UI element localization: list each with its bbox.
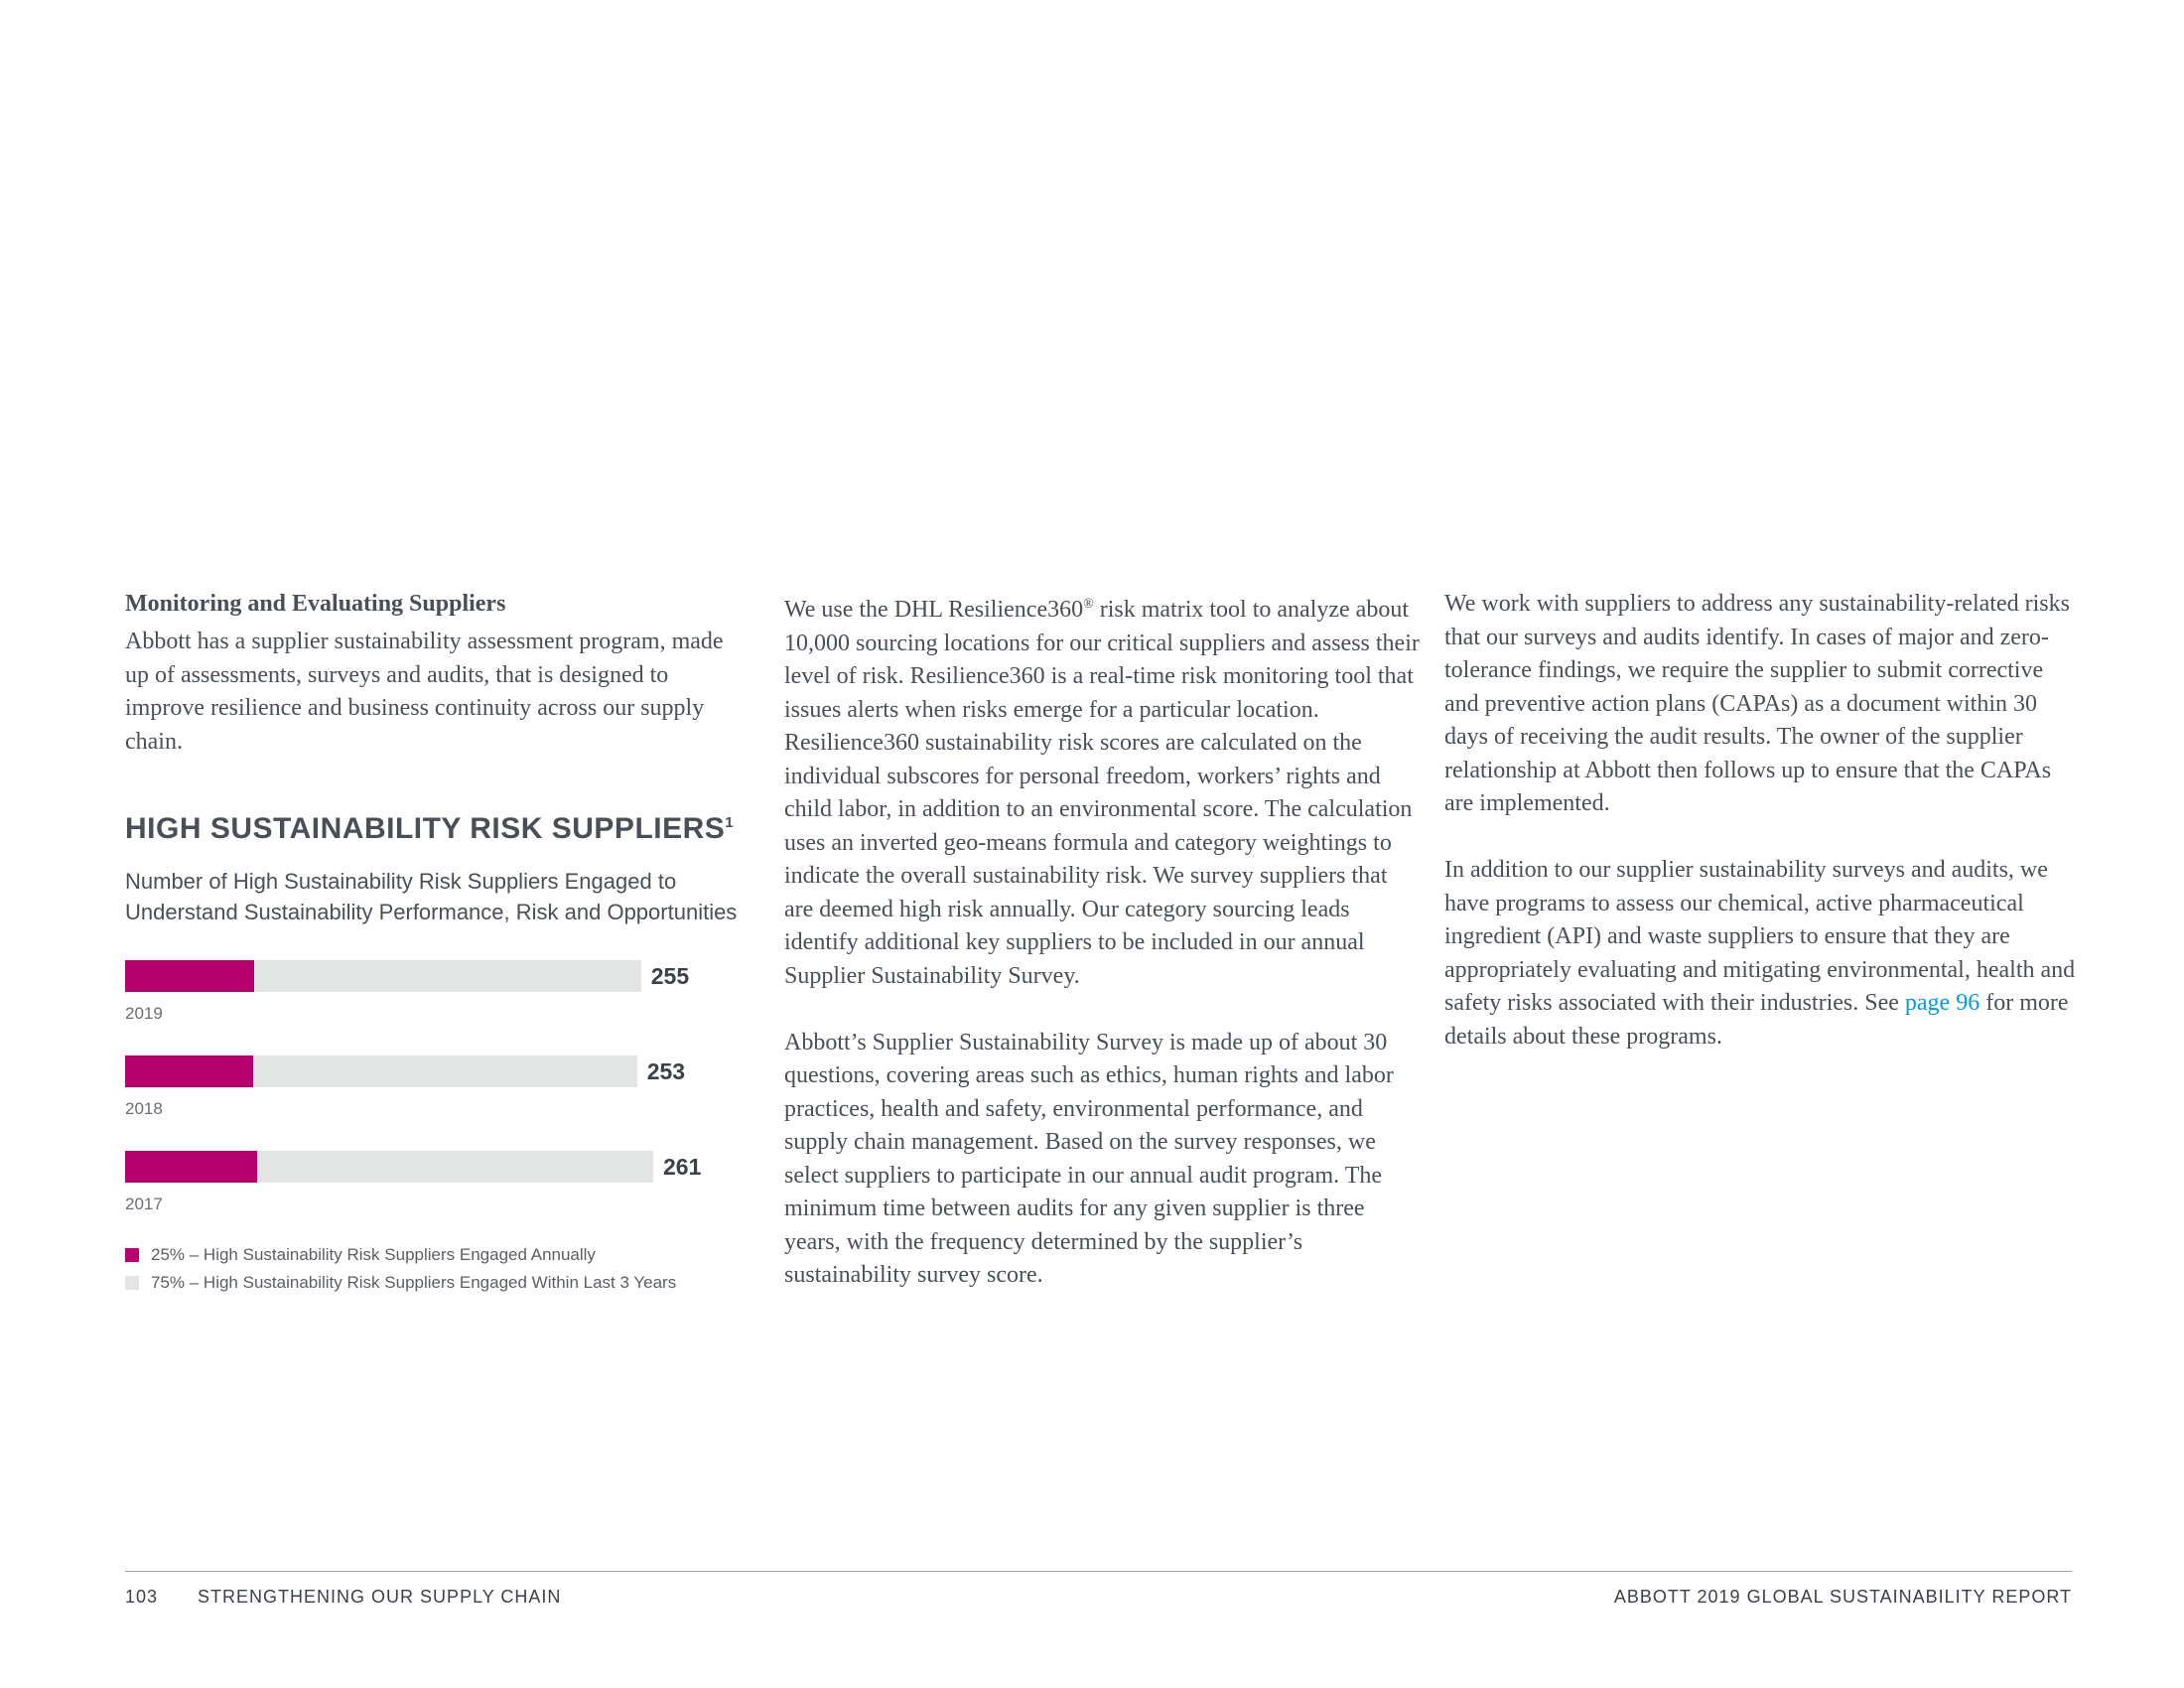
legend-swatch-grey — [125, 1276, 139, 1290]
bar-row-2019 — [125, 960, 690, 1023]
chart-legend — [125, 1241, 676, 1297]
legend-label: 75% – High Sustainability Risk Suppliers Engaged Within Last 3 Years — [151, 1273, 677, 1292]
bar-2019 — [125, 960, 641, 992]
bar-year-label: 2019 — [125, 1004, 163, 1023]
bar-segment-annual-2018 — [125, 1055, 253, 1087]
right-column — [1444, 588, 2080, 1087]
intro-column — [125, 588, 741, 759]
resilience-paragraph: We use the DHL Resilience360® risk matrix tool to analyze about 10,000 sourcing locations for our critical suppliers and assess their level of risk. Resilience360 is a real-time risk monitoring tool that issues alerts when risks emerge for a particular location. Resilience360 sustainability risk scores are calculated on the individual subscores for personal freedom, workers’ rights and child labor, in addition to an environmental score. The calculation uses an inverted geo-means formula and category weightings to indicate the overall sustainability risk. We survey suppliers that are deemed high risk annually. Our category sourcing leads identify additional key suppliers to be included in our annual Supplier Sustainability Survey. — [784, 597, 1420, 989]
report-title: ABBOTT 2019 GLOBAL SUSTAINABILITY REPORT — [1613, 1587, 2072, 1607]
capa-paragraph: We work with suppliers to address any sustainability-related risks that our surveys and audits identify. In cases of major and zero-tolerance findings, we require the supplier to submit corrective and preventive action plans (CAPAs) as a document within 30 days of receiving the audit results. The owner of the supplier relationship at Abbott then follows up to ensure that the CAPAs are implemented. — [1444, 591, 2070, 816]
bar-segment-annual-2017 — [125, 1151, 257, 1183]
survey-paragraph: Abbott’s Supplier Sustainability Survey is made up of about 30 questions, covering areas such as ethics, human rights and labor practices, health and safety, environmental performance, and supply chain management. Based on the survey responses, we select suppliers to participate in our annual audit program. The minimum time between audits for any given supplier is three years, with the frequency determined by the supplier’s sustainability survey score. — [784, 1029, 1394, 1288]
legend-item-three-years — [125, 1269, 676, 1297]
chart-title: HIGH SUSTAINABILITY RISK SUPPLIERS$^1$ — [125, 812, 735, 845]
bar-value-label: 255 — [650, 963, 690, 989]
legend-item-annual — [125, 1241, 676, 1269]
programs-paragraph: In addition to our supplier sustainability surveys and audits, we have programs to assess our chemical, active pharmaceutical ingredient (API) and waste suppliers to ensure that they are appropriately evaluating and mitigating environmental, health and safety risks associated with their industries. See page 96 for more details about these programs. — [1444, 857, 2076, 1050]
bar-row-2018 — [125, 1055, 686, 1118]
bar-value-label: 253 — [646, 1058, 686, 1084]
footnote-marker: 1 — [725, 814, 735, 831]
section-heading: Monitoring and Evaluating Suppliers — [125, 591, 506, 617]
legend-label: 25% – High Sustainability Risk Suppliers Engaged Annually — [151, 1245, 596, 1264]
footer-left — [125, 1587, 561, 1608]
bar-2017 — [125, 1151, 653, 1183]
section-name: STRENGTHENING OUR SUPPLY CHAIN — [198, 1587, 562, 1607]
chart-subtitle: Number of High Sustainability Risk Suppliers Engaged to Understand Sustainability Performance, Risk and Opportunities — [125, 869, 738, 924]
bar-2018 — [125, 1055, 637, 1087]
bar-year-label: 2018 — [125, 1099, 163, 1118]
bar-value-label: 261 — [663, 1154, 702, 1180]
legend-swatch-magenta — [125, 1248, 139, 1262]
intro-paragraph: Abbott has a supplier sustainability assessment program, made up of assessments, surveys and audits, that is designed to improve resilience and business continuity across our supply chain. — [125, 629, 724, 755]
bar-year-label: 2017 — [125, 1195, 163, 1213]
page-96-link[interactable]: page 96 — [1904, 990, 1980, 1016]
bar-row-2017 — [125, 1151, 702, 1213]
bar-segment-annual-2019 — [125, 960, 254, 992]
page-number: 103 — [125, 1587, 159, 1607]
middle-column — [784, 588, 1420, 1326]
footer-divider — [125, 1571, 2072, 1572]
